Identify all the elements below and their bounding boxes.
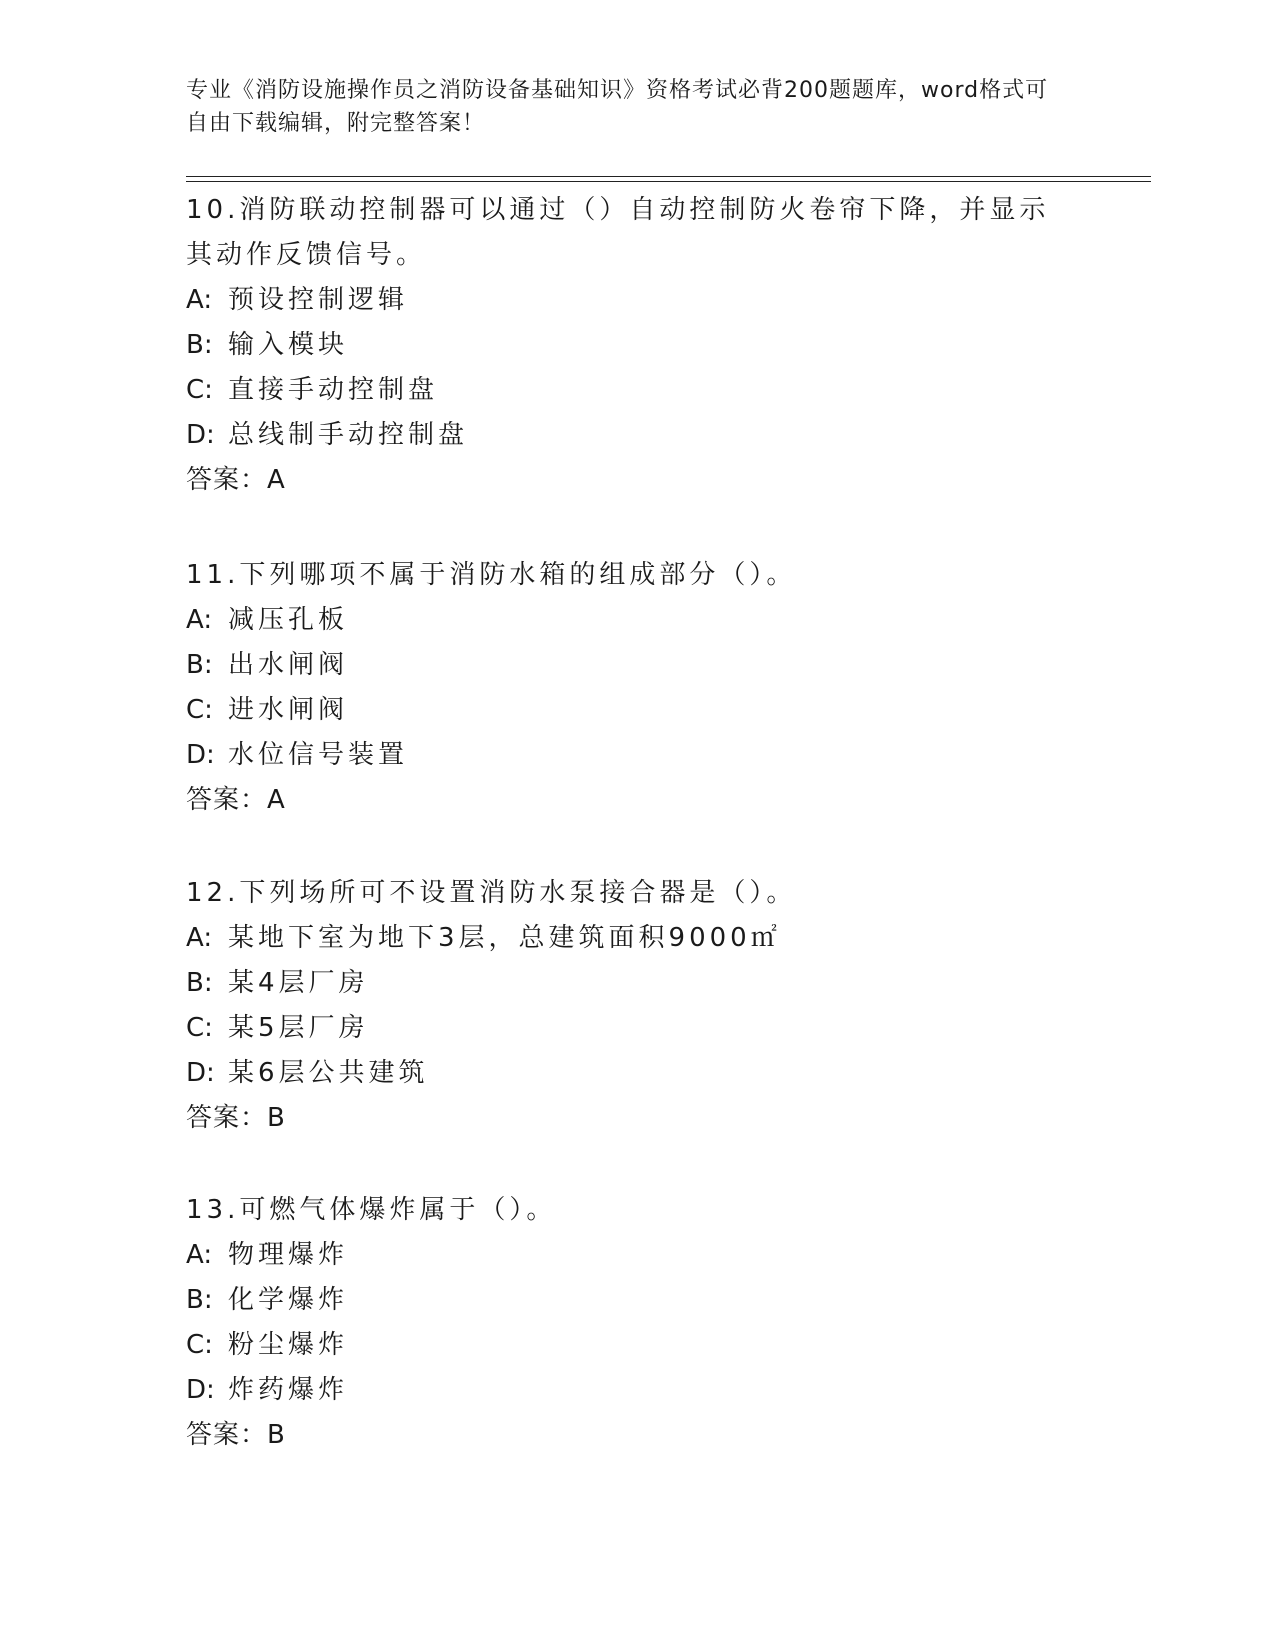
- answer-line: 答案：B: [186, 1420, 286, 1450]
- option-a: [186, 278, 1066, 323]
- option-text: 某4层厂房: [228, 968, 369, 998]
- option-key: D:: [186, 420, 215, 450]
- option-key: D:: [186, 1375, 215, 1405]
- option-d: [186, 733, 1066, 778]
- option-text: 物理爆炸: [228, 1240, 349, 1270]
- question-block: [186, 188, 1066, 503]
- question-stem: 10.消防联动控制器可以通过（）自动控制防火卷帘下降，并显示其动作反馈信号。: [186, 195, 1050, 270]
- question-block: [186, 1188, 1066, 1458]
- option-d: [186, 413, 1066, 458]
- option-c: [186, 1006, 1066, 1051]
- option-a: [186, 916, 1066, 961]
- question-stem: 13.可燃气体爆炸属于（）。: [186, 1195, 557, 1225]
- answer-line: 答案：A: [186, 785, 286, 815]
- option-text: 水位信号装置: [228, 740, 409, 770]
- option-key: C:: [186, 375, 213, 405]
- option-text: 直接手动控制盘: [228, 375, 439, 405]
- option-text: 预设控制逻辑: [228, 285, 409, 315]
- answer-line: 答案：B: [186, 1103, 286, 1133]
- option-key: B:: [186, 1285, 213, 1315]
- option-a: [186, 1233, 1066, 1278]
- option-text: 出水闸阀: [228, 650, 349, 680]
- option-key: B:: [186, 330, 213, 360]
- option-c: [186, 368, 1066, 413]
- option-c: [186, 688, 1066, 733]
- document-header: 专业《消防设施操作员之消防设备基础知识》资格考试必背200题题库，word格式可自由下载编辑，附完整答案！: [186, 78, 1049, 136]
- option-text: 进水闸阀: [228, 695, 349, 725]
- question-stem: 11.下列哪项不属于消防水箱的组成部分（）。: [186, 560, 797, 590]
- option-key: B:: [186, 968, 213, 998]
- option-b: [186, 643, 1066, 688]
- option-key: B:: [186, 650, 213, 680]
- option-text: 减压孔板: [228, 605, 349, 635]
- option-b: [186, 961, 1066, 1006]
- option-b: [186, 1278, 1066, 1323]
- option-text: 总线制手动控制盘: [228, 420, 469, 450]
- option-key: A:: [186, 923, 213, 953]
- option-c: [186, 1323, 1066, 1368]
- option-text: 粉尘爆炸: [228, 1330, 349, 1360]
- option-key: C:: [186, 1330, 213, 1360]
- header-divider-top: [186, 176, 1151, 177]
- option-key: C:: [186, 695, 213, 725]
- option-key: D:: [186, 1058, 215, 1088]
- answer-line: 答案：A: [186, 465, 286, 495]
- option-a: [186, 598, 1066, 643]
- option-d: [186, 1051, 1066, 1096]
- option-text: 某6层公共建筑: [228, 1058, 429, 1088]
- option-text: 某5层厂房: [228, 1013, 369, 1043]
- option-key: A:: [186, 285, 213, 315]
- header-divider-bottom: [186, 181, 1151, 182]
- question-stem: 12.下列场所可不设置消防水泵接合器是（）。: [186, 878, 797, 908]
- option-text: 炸药爆炸: [228, 1375, 349, 1405]
- option-text: 化学爆炸: [228, 1285, 349, 1315]
- option-b: [186, 323, 1066, 368]
- question-block: [186, 871, 1066, 1141]
- option-text: 某地下室为地下3层，总建筑面积9000㎡: [228, 923, 781, 953]
- option-key: A:: [186, 1240, 213, 1270]
- option-text: 输入模块: [228, 330, 349, 360]
- question-block: [186, 553, 1066, 823]
- option-key: C:: [186, 1013, 213, 1043]
- option-key: D:: [186, 740, 215, 770]
- option-d: [186, 1368, 1066, 1413]
- option-key: A:: [186, 605, 213, 635]
